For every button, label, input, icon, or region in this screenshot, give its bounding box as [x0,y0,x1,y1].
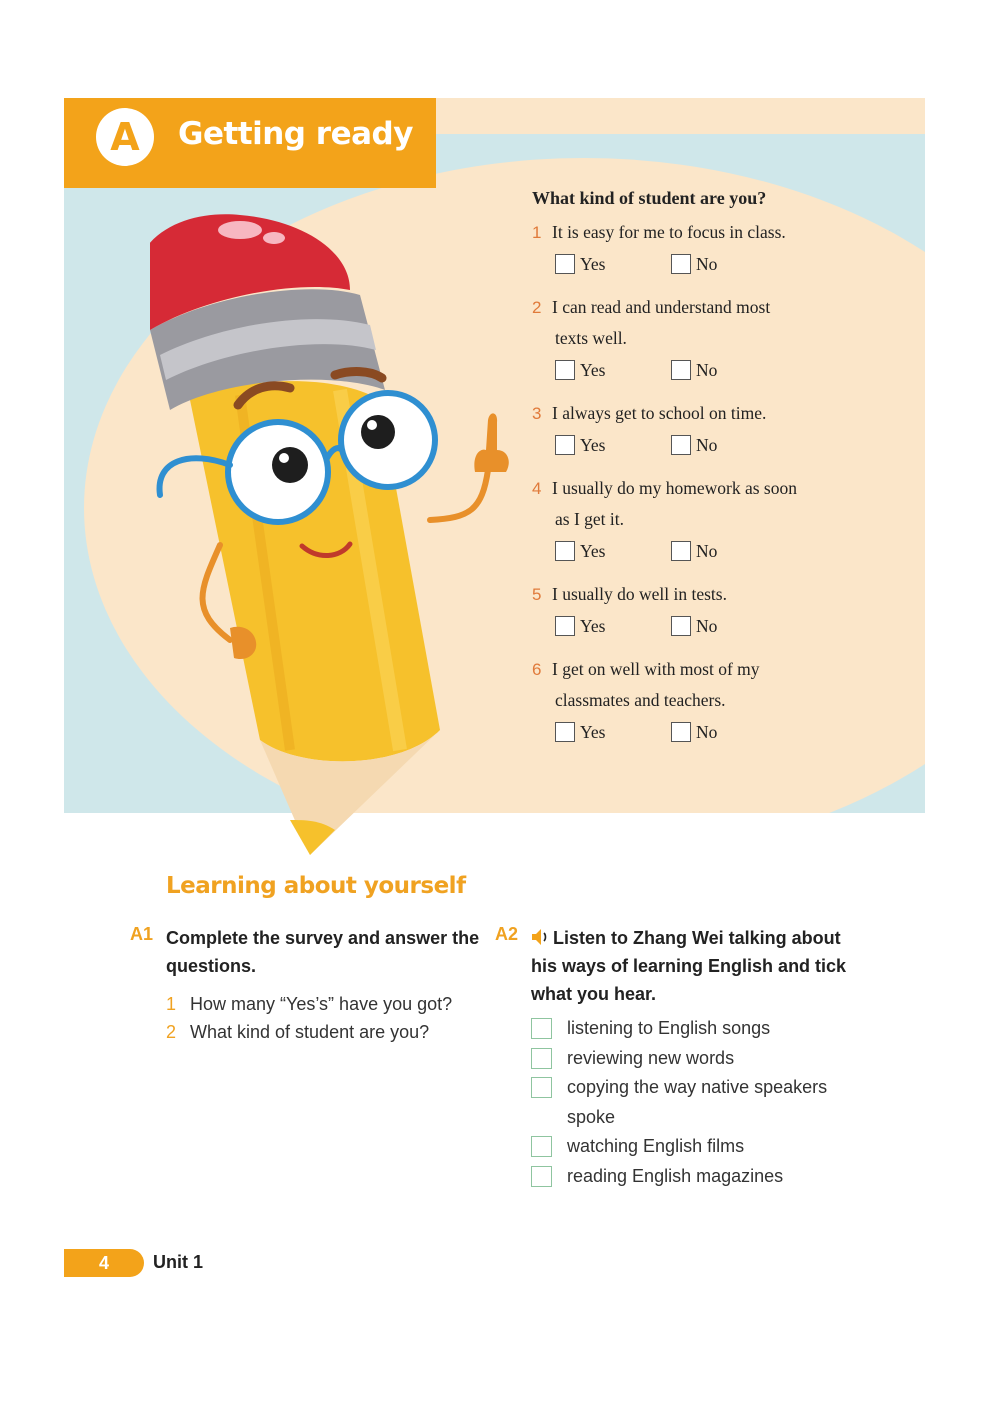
answer-options-2 [532,354,862,386]
no-label: No [696,540,718,561]
yes-label: Yes [580,359,606,380]
yes-option[interactable] [555,722,671,743]
item-number: 1 [166,994,177,1014]
question-number: 4 [532,479,542,498]
task-label: A2 [495,924,519,944]
list-item[interactable] [531,1014,855,1044]
audio-speaker-icon[interactable] [531,928,551,946]
question-text: I always get to school on time. [552,403,767,423]
no-label: No [696,615,718,636]
question-text-continued: classmates and teachers. [555,690,726,710]
a2-option-list [531,1014,855,1191]
tick-box[interactable] [531,1048,552,1069]
no-option[interactable] [671,616,787,637]
tick-box[interactable] [531,1018,552,1039]
survey-title: What kind of student are you? [532,188,767,208]
yes-option[interactable] [555,360,671,381]
yes-checkbox[interactable] [555,360,575,380]
list-item[interactable] [531,1132,855,1162]
no-option[interactable] [671,360,787,381]
answer-options-3 [532,429,862,461]
list-item [166,1018,490,1046]
student-survey [532,188,862,760]
survey-question-5 [532,579,862,610]
list-item[interactable] [531,1162,855,1192]
unit-label: Unit 1 [153,1252,204,1272]
yes-label: Yes [580,540,606,561]
yes-checkbox[interactable] [555,254,575,274]
survey-question-6 [532,654,862,685]
option-text: listening to English songs [567,1018,771,1038]
yes-option[interactable] [555,254,671,275]
section-header-banner [64,98,436,188]
no-option[interactable] [671,722,787,743]
page-number: 4 [98,1252,109,1273]
answer-options-1 [532,248,862,280]
task-a1 [130,924,490,1046]
item-number: 2 [166,1022,177,1042]
option-text: reviewing new words [567,1047,735,1068]
task-a2 [495,924,855,1191]
no-option[interactable] [671,254,787,275]
item-text: What kind of student are you? [190,1022,430,1042]
question-number: 3 [532,404,542,423]
section-title: Getting ready [178,116,413,152]
yes-label: Yes [580,253,606,274]
yes-checkbox[interactable] [555,541,575,561]
a1-question-list [166,990,490,1046]
panel-top-strip [436,98,925,134]
list-item[interactable] [531,1044,855,1074]
section-heading: Learning about yourself [166,873,466,899]
yes-checkbox[interactable] [555,722,575,742]
survey-question-3 [532,398,862,429]
answer-options-6 [532,716,862,748]
no-label: No [696,434,718,455]
question-text: I can read and understand most [552,297,771,317]
question-number: 6 [532,660,542,679]
no-label: No [696,721,718,742]
survey-question-2 [532,292,862,323]
yes-label: Yes [580,721,606,742]
question-text-continued: texts well. [555,328,627,348]
survey-question-4 [532,473,862,504]
task-instruction: Complete the survey and answer the questions. [166,928,480,976]
no-checkbox[interactable] [671,435,691,455]
question-text: I usually do well in tests. [552,584,727,604]
yes-checkbox[interactable] [555,616,575,636]
tick-box[interactable] [531,1136,552,1157]
yes-label: Yes [580,434,606,455]
no-label: No [696,253,718,274]
task-instruction-block [531,924,855,1008]
option-text: reading English magazines [567,1165,784,1186]
yes-option[interactable] [555,616,671,637]
no-checkbox[interactable] [671,541,691,561]
question-text: I get on well with most of my [552,659,760,679]
no-label: No [696,359,718,380]
section-letter-badge [96,108,154,166]
no-option[interactable] [671,435,787,456]
option-text: watching English films [567,1136,745,1156]
answer-options-5 [532,610,862,642]
question-text: It is easy for me to focus in class. [552,222,786,242]
item-text: How many “Yes’s” have you got? [190,994,453,1014]
list-item [166,990,490,1018]
yes-label: Yes [580,615,606,636]
task-instruction: Listen to Zhang Wei talking about his ways of learning English and tick what you hear. [531,928,847,1004]
yes-option[interactable] [555,435,671,456]
section-letter: A [110,115,140,159]
list-item[interactable] [531,1073,855,1132]
pencil-mascot-illustration [150,210,520,860]
yes-option[interactable] [555,541,671,562]
answer-options-4 [532,535,862,567]
option-text: copying the way native speakers spoke [567,1077,828,1127]
yes-checkbox[interactable] [555,435,575,455]
tick-box[interactable] [531,1166,552,1187]
question-text-continued: as I get it. [555,509,625,529]
no-checkbox[interactable] [671,254,691,274]
no-option[interactable] [671,541,787,562]
question-text: I usually do my homework as soon [552,478,797,498]
task-label: A1 [130,924,154,944]
tick-box[interactable] [531,1077,552,1098]
no-checkbox[interactable] [671,616,691,636]
no-checkbox[interactable] [671,360,691,380]
question-number: 1 [532,223,542,242]
question-number: 5 [532,585,542,604]
page-number-tab [64,1249,144,1277]
survey-question-1 [532,217,862,248]
question-number: 2 [532,298,542,317]
no-checkbox[interactable] [671,722,691,742]
